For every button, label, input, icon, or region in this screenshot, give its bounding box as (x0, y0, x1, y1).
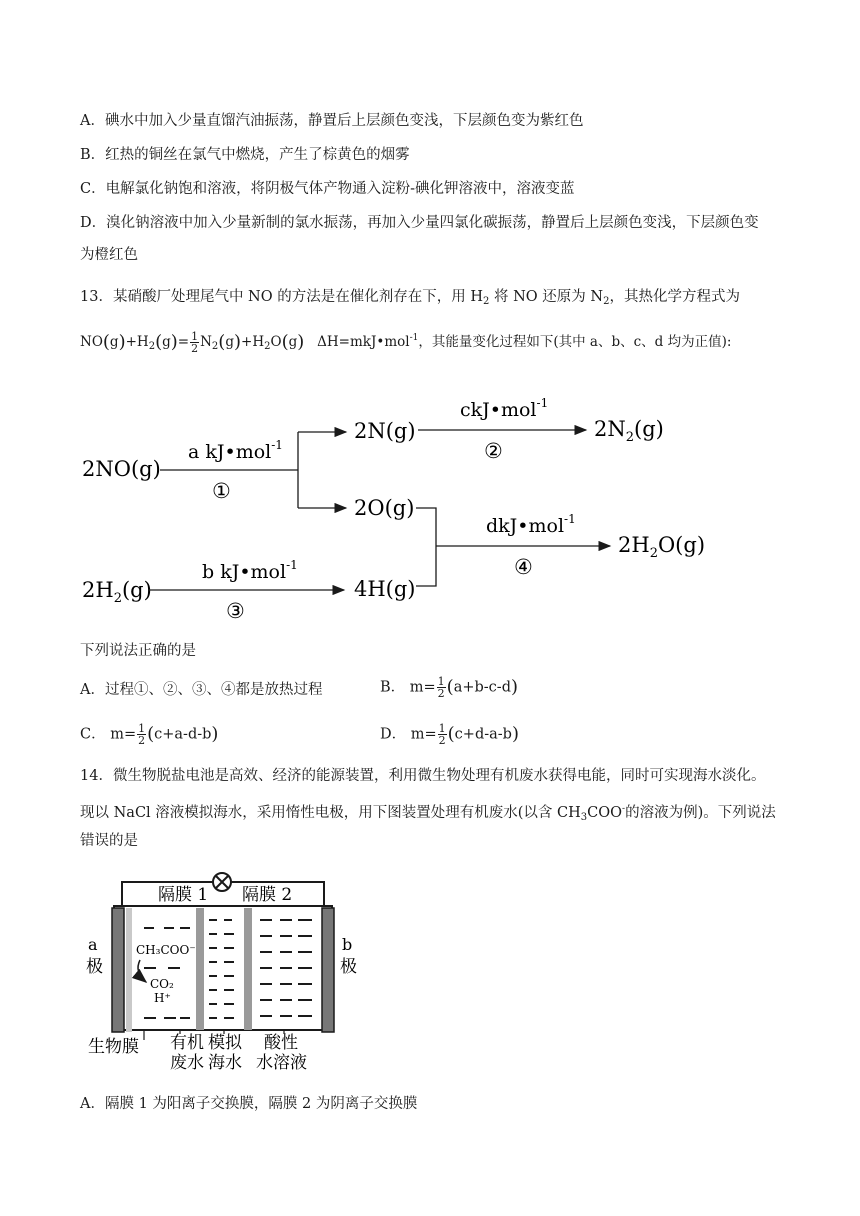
biofilm-label: 生物膜 (88, 1037, 139, 1057)
q13-stem-part3: ，其热化学方程式为 (609, 289, 740, 305)
svg-text:海水: 海水 (208, 1053, 242, 1073)
acetate-label: CH₃COO⁻ (136, 943, 196, 957)
species-4h: 4H(g) (354, 577, 416, 601)
electrode-b-label: b (342, 935, 353, 954)
q14-line3: 错误的是 (80, 833, 138, 849)
q13-prompt: 下列说法正确的是 (80, 643, 196, 659)
step1-energy-label: a kJ•mol$^{-1}$ (188, 438, 283, 463)
svg-text:水溶液: 水溶液 (256, 1053, 307, 1073)
step1-marker: ① (212, 479, 231, 503)
q13-option-c: C． m= $\frac{1}{2}$ (c+a-d-b) (80, 722, 219, 747)
step4-marker: ④ (514, 555, 533, 579)
electrode-b (322, 908, 334, 1032)
step2-energy-label: ckJ•mol$^{-1}$ (460, 396, 549, 421)
q13-option-a: A．过程①、②、③、④都是放热过程 (80, 682, 323, 698)
q12-option-d-line2: 为橙红色 (80, 247, 138, 263)
svg-text:废水: 废水 (170, 1053, 204, 1073)
electrode-a (112, 908, 124, 1032)
q14-option-a: A．隔膜 1 为阳离子交换膜，隔膜 2 为阴离子交换膜 (80, 1096, 418, 1112)
hplus-label: H⁺ (154, 991, 171, 1005)
electrode-b-label-ji: 极 (340, 957, 357, 977)
step3-marker: ③ (226, 599, 245, 623)
step4-energy-label: dkJ•mol$^{-1}$ (486, 512, 576, 537)
electrode-a-label-ji: 极 (86, 957, 103, 977)
q14-line2: 现以 NaCl 溶液模拟海水，采用惰性电极，用下图装置处理有机废水(以含 $CH_3COO^-$的溶液为例)。下列说法 (80, 804, 776, 823)
q13-enthalpy-sup: -1 (409, 333, 419, 343)
acidic-solution-label: 酸性 (264, 1033, 298, 1053)
q13-enthalpy: ΔH=mkJ•mol (317, 334, 410, 350)
q13-equation-desc: ，其能量变化过程如下(其中 a、b、c、d 均为正值): (418, 334, 732, 350)
q13-equation-formula: $NO(g)+H_2(g)=$ $\frac{1}{2}$ $N_2(g)+H_2O(g)$ (80, 330, 305, 355)
organic-waste-label: 有机 (170, 1033, 204, 1053)
step2-marker: ② (484, 439, 503, 463)
q12-option-b: B．红热的铜丝在氯气中燃烧，产生了棕黄色的烟雾 (80, 147, 410, 163)
species-2h2o: $2H_2O(g)$ (618, 533, 706, 561)
species-2n: 2N(g) (354, 419, 416, 443)
q14-line1: 14．微生物脱盐电池是高效、经济的能源装置，利用微生物处理有机废水获得电能，同时可实现海水淡化。 (80, 768, 766, 784)
step3-energy-label: b kJ•mol$^{-1}$ (202, 558, 298, 583)
q13-stem: 13．某硝酸厂处理尾气中 NO 的方法是在催化剂存在下，用 $H_2$ 将 NO 还原为 $N_2$，其热化学方程式为 (80, 289, 740, 307)
q13-stem-part1: 13．某硝酸厂处理尾气中 NO 的方法是在催化剂存在下，用 H (80, 289, 483, 305)
species-2n2: $2N_2(g)$ (594, 417, 664, 445)
co2-label: CO₂ (150, 977, 174, 991)
membrane-1-label: 隔膜 1 (158, 885, 209, 905)
electrode-a-label: a (88, 935, 98, 954)
membrane-2 (244, 908, 252, 1030)
q13-equation (80, 328, 731, 357)
energy-process-diagram (76, 390, 716, 630)
q12-option-d-line1: D．溴化钠溶液中加入少量新制的氯水振荡，再加入少量四氯化碳振荡，静置后上层颜色变浅，下层颜色变 (80, 215, 759, 231)
seawater-label: 模拟 (208, 1033, 242, 1053)
species-2h2: $2H_2(g)$ (82, 578, 152, 606)
membrane-2-label: 隔膜 2 (242, 885, 293, 905)
biofilm-layer (126, 908, 132, 1032)
q13-option-b: B． m= $\frac{1}{2}$ (a+b-c-d) (380, 675, 519, 700)
desalination-cell-diagram (84, 868, 374, 1078)
q13-stem-part2: 将 NO 还原为 N (489, 289, 604, 305)
species-2o: 2O(g) (354, 496, 415, 520)
q13-option-d: D． m= $\frac{1}{2}$ (c+d-a-b) (380, 722, 519, 747)
merge-bracket (416, 508, 436, 586)
membrane-1 (196, 908, 204, 1030)
q12-option-a: A．碘水中加入少量直馏汽油振荡，静置后上层颜色变浅，下层颜色变为紫红色 (80, 113, 584, 129)
species-2no: 2NO(g) (82, 457, 161, 481)
q12-option-c: C．电解氯化钠饱和溶液，将阴极气体产物通入淀粉-碘化钾溶液中，溶液变蓝 (80, 181, 575, 197)
